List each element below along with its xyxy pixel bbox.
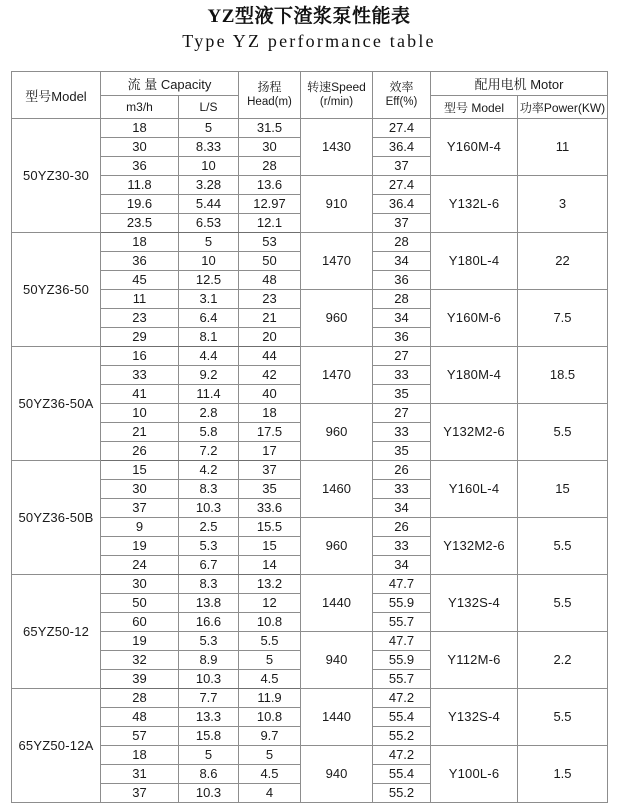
table-row (12, 119, 608, 138)
cell-head: 18 (239, 404, 301, 423)
table-row (12, 290, 608, 309)
cell-head: 23 (239, 290, 301, 309)
cell-head: 13.6 (239, 176, 301, 195)
cell-speed: 960 (301, 290, 373, 347)
table-row (12, 689, 608, 708)
header-head-line1: 扬程 (257, 80, 282, 94)
cell-head: 44 (239, 347, 301, 366)
cell-ls: 7.7 (179, 689, 239, 708)
table-row (12, 176, 608, 195)
cell-speed: 910 (301, 176, 373, 233)
cell-head: 9.7 (239, 727, 301, 746)
cell-ls: 5.44 (179, 195, 239, 214)
cell-efficiency: 27.4 (373, 176, 431, 195)
cell-ls: 9.2 (179, 366, 239, 385)
cell-m3h: 26 (101, 442, 179, 461)
cell-motor-power: 1.5 (518, 746, 608, 803)
pump-model-cell: 65YZ50-12 (12, 575, 101, 689)
cell-m3h: 11.8 (101, 176, 179, 195)
header-motor-model: 型号 Model (431, 96, 518, 119)
cell-motor-power: 5.5 (518, 575, 608, 632)
header-efficiency-line2: Eff(%) (385, 96, 418, 108)
cell-head: 20 (239, 328, 301, 347)
cell-m3h: 18 (101, 233, 179, 252)
cell-motor-power: 18.5 (518, 347, 608, 404)
cell-head: 31.5 (239, 119, 301, 138)
cell-efficiency: 33 (373, 366, 431, 385)
cell-m3h: 18 (101, 119, 179, 138)
cell-ls: 5 (179, 233, 239, 252)
cell-m3h: 39 (101, 670, 179, 689)
table-row (12, 746, 608, 765)
header-speed-line2: (r/min) (319, 96, 354, 108)
cell-head: 48 (239, 271, 301, 290)
cell-ls: 16.6 (179, 613, 239, 632)
cell-efficiency: 55.2 (373, 727, 431, 746)
cell-m3h: 37 (101, 784, 179, 803)
page-title-cn: YZ型液下渣浆泵性能表 (207, 6, 411, 27)
cell-ls: 11.4 (179, 385, 239, 404)
cell-efficiency: 34 (373, 499, 431, 518)
cell-motor-model: Y100L-6 (431, 746, 518, 803)
cell-efficiency: 28 (373, 290, 431, 309)
cell-speed: 940 (301, 746, 373, 803)
cell-efficiency: 55.2 (373, 784, 431, 803)
cell-efficiency: 47.2 (373, 689, 431, 708)
cell-ls: 8.6 (179, 765, 239, 784)
cell-efficiency: 36 (373, 271, 431, 290)
cell-m3h: 30 (101, 138, 179, 157)
header-motor: 配用电机 Motor (431, 72, 608, 96)
cell-head: 5 (239, 651, 301, 670)
cell-m3h: 33 (101, 366, 179, 385)
cell-head: 10.8 (239, 708, 301, 727)
pump-model-cell: 50YZ36-50 (12, 233, 101, 347)
cell-ls: 6.53 (179, 214, 239, 233)
cell-m3h: 29 (101, 328, 179, 347)
cell-efficiency: 34 (373, 252, 431, 271)
cell-ls: 5.8 (179, 423, 239, 442)
cell-motor-power: 3 (518, 176, 608, 233)
cell-efficiency: 37 (373, 157, 431, 176)
table-body (12, 119, 608, 803)
table-row (12, 575, 608, 594)
cell-speed: 1440 (301, 575, 373, 632)
cell-efficiency: 55.9 (373, 651, 431, 670)
cell-m3h: 19 (101, 632, 179, 651)
table-row (12, 518, 608, 537)
cell-m3h: 9 (101, 518, 179, 537)
cell-motor-power: 2.2 (518, 632, 608, 689)
header-efficiency-line1: 效率 (389, 80, 414, 94)
cell-efficiency: 55.9 (373, 594, 431, 613)
cell-motor-model: Y112M-6 (431, 632, 518, 689)
cell-ls: 4.4 (179, 347, 239, 366)
cell-head: 11.9 (239, 689, 301, 708)
cell-ls: 5.3 (179, 537, 239, 556)
cell-m3h: 32 (101, 651, 179, 670)
cell-efficiency: 26 (373, 518, 431, 537)
table-row (12, 461, 608, 480)
header-speed-line1: 转速Speed (307, 80, 366, 94)
cell-head: 50 (239, 252, 301, 271)
cell-ls: 10.3 (179, 499, 239, 518)
cell-m3h: 36 (101, 157, 179, 176)
cell-motor-model: Y160L-4 (431, 461, 518, 518)
cell-motor-power: 22 (518, 233, 608, 290)
cell-speed: 940 (301, 632, 373, 689)
cell-efficiency: 34 (373, 556, 431, 575)
cell-efficiency: 33 (373, 480, 431, 499)
cell-ls: 15.8 (179, 727, 239, 746)
pump-model-cell: 50YZ36-50B (12, 461, 101, 575)
cell-motor-power: 15 (518, 461, 608, 518)
cell-ls: 4.2 (179, 461, 239, 480)
cell-speed: 960 (301, 404, 373, 461)
cell-ls: 13.8 (179, 594, 239, 613)
cell-motor-power: 11 (518, 119, 608, 176)
cell-speed: 1440 (301, 689, 373, 746)
cell-m3h: 19.6 (101, 195, 179, 214)
cell-head: 30 (239, 138, 301, 157)
pump-model-cell: 50YZ30-30 (12, 119, 101, 233)
cell-head: 12.97 (239, 195, 301, 214)
header-efficiency (373, 72, 431, 119)
cell-motor-model: Y132S-4 (431, 575, 518, 632)
header-model: 型号Model (12, 72, 101, 119)
cell-head: 12 (239, 594, 301, 613)
table-row (12, 632, 608, 651)
cell-head: 10.8 (239, 613, 301, 632)
cell-speed: 1470 (301, 347, 373, 404)
cell-m3h: 23 (101, 309, 179, 328)
cell-m3h: 15 (101, 461, 179, 480)
cell-head: 33.6 (239, 499, 301, 518)
cell-efficiency: 36.4 (373, 138, 431, 157)
pump-model-cell: 65YZ50-12A (12, 689, 101, 803)
cell-head: 4.5 (239, 765, 301, 784)
cell-ls: 10 (179, 157, 239, 176)
cell-efficiency: 47.2 (373, 746, 431, 765)
page-title-en: Type YZ performance table (182, 31, 436, 51)
cell-m3h: 21 (101, 423, 179, 442)
cell-m3h: 10 (101, 404, 179, 423)
cell-head: 5.5 (239, 632, 301, 651)
cell-efficiency: 33 (373, 537, 431, 556)
cell-efficiency: 26 (373, 461, 431, 480)
cell-motor-power: 5.5 (518, 689, 608, 746)
cell-m3h: 30 (101, 575, 179, 594)
cell-ls: 5 (179, 746, 239, 765)
cell-m3h: 18 (101, 746, 179, 765)
cell-m3h: 23.5 (101, 214, 179, 233)
table-row (12, 347, 608, 366)
cell-motor-model: Y180L-4 (431, 233, 518, 290)
cell-motor-model: Y160M-6 (431, 290, 518, 347)
cell-ls: 10 (179, 252, 239, 271)
cell-efficiency: 34 (373, 309, 431, 328)
header-capacity-ls: L/S (179, 96, 239, 119)
cell-speed: 960 (301, 518, 373, 575)
cell-m3h: 30 (101, 480, 179, 499)
cell-speed: 1460 (301, 461, 373, 518)
cell-efficiency: 55.7 (373, 670, 431, 689)
cell-m3h: 48 (101, 708, 179, 727)
cell-m3h: 36 (101, 252, 179, 271)
cell-efficiency: 35 (373, 385, 431, 404)
cell-ls: 12.5 (179, 271, 239, 290)
cell-efficiency: 27 (373, 404, 431, 423)
cell-motor-model: Y132M2-6 (431, 518, 518, 575)
cell-head: 21 (239, 309, 301, 328)
cell-ls: 10.3 (179, 670, 239, 689)
cell-m3h: 57 (101, 727, 179, 746)
cell-ls: 10.3 (179, 784, 239, 803)
cell-ls: 3.1 (179, 290, 239, 309)
cell-ls: 2.5 (179, 518, 239, 537)
pump-model-cell: 50YZ36-50A (12, 347, 101, 461)
cell-m3h: 28 (101, 689, 179, 708)
cell-efficiency: 27 (373, 347, 431, 366)
table-header (12, 72, 608, 119)
table-row (12, 404, 608, 423)
cell-m3h: 41 (101, 385, 179, 404)
cell-ls: 7.2 (179, 442, 239, 461)
cell-motor-model: Y132S-4 (431, 689, 518, 746)
cell-efficiency: 55.4 (373, 708, 431, 727)
cell-head: 15.5 (239, 518, 301, 537)
cell-head: 37 (239, 461, 301, 480)
performance-table (11, 71, 608, 803)
cell-head: 4 (239, 784, 301, 803)
cell-efficiency: 47.7 (373, 632, 431, 651)
cell-head: 42 (239, 366, 301, 385)
cell-m3h: 50 (101, 594, 179, 613)
cell-motor-power: 5.5 (518, 518, 608, 575)
header-capacity: 流 量 Capacity (101, 72, 239, 96)
cell-motor-model: Y132L-6 (431, 176, 518, 233)
cell-ls: 5 (179, 119, 239, 138)
cell-m3h: 16 (101, 347, 179, 366)
cell-efficiency: 37 (373, 214, 431, 233)
cell-m3h: 11 (101, 290, 179, 309)
cell-ls: 6.7 (179, 556, 239, 575)
cell-efficiency: 36.4 (373, 195, 431, 214)
cell-head: 28 (239, 157, 301, 176)
performance-table-wrap (11, 71, 607, 803)
cell-head: 53 (239, 233, 301, 252)
cell-m3h: 24 (101, 556, 179, 575)
cell-ls: 6.4 (179, 309, 239, 328)
cell-efficiency: 36 (373, 328, 431, 347)
cell-head: 5 (239, 746, 301, 765)
cell-efficiency: 28 (373, 233, 431, 252)
cell-speed: 1430 (301, 119, 373, 176)
cell-speed: 1470 (301, 233, 373, 290)
cell-motor-model: Y132M2-6 (431, 404, 518, 461)
cell-head: 17 (239, 442, 301, 461)
cell-efficiency: 47.7 (373, 575, 431, 594)
cell-head: 15 (239, 537, 301, 556)
header-motor-power: 功率Power(KW) (518, 96, 608, 119)
cell-ls: 8.1 (179, 328, 239, 347)
cell-head: 14 (239, 556, 301, 575)
cell-motor-model: Y180M-4 (431, 347, 518, 404)
cell-ls: 8.3 (179, 575, 239, 594)
cell-m3h: 45 (101, 271, 179, 290)
cell-efficiency: 27.4 (373, 119, 431, 138)
cell-efficiency: 33 (373, 423, 431, 442)
cell-head: 13.2 (239, 575, 301, 594)
cell-ls: 13.3 (179, 708, 239, 727)
cell-efficiency: 35 (373, 442, 431, 461)
title-block (0, 0, 618, 54)
cell-ls: 8.9 (179, 651, 239, 670)
header-speed (301, 72, 373, 119)
cell-head: 35 (239, 480, 301, 499)
cell-head: 12.1 (239, 214, 301, 233)
cell-motor-power: 7.5 (518, 290, 608, 347)
cell-ls: 2.8 (179, 404, 239, 423)
header-head-line2: Head(m) (247, 96, 292, 108)
cell-motor-power: 5.5 (518, 404, 608, 461)
cell-m3h: 60 (101, 613, 179, 632)
cell-head: 4.5 (239, 670, 301, 689)
cell-ls: 5.3 (179, 632, 239, 651)
cell-motor-model: Y160M-4 (431, 119, 518, 176)
cell-ls: 8.3 (179, 480, 239, 499)
header-head (239, 72, 301, 119)
cell-ls: 8.33 (179, 138, 239, 157)
cell-m3h: 19 (101, 537, 179, 556)
cell-head: 40 (239, 385, 301, 404)
cell-head: 17.5 (239, 423, 301, 442)
cell-m3h: 31 (101, 765, 179, 784)
cell-efficiency: 55.4 (373, 765, 431, 784)
header-capacity-m3h: m3/h (101, 96, 179, 119)
cell-efficiency: 55.7 (373, 613, 431, 632)
cell-ls: 3.28 (179, 176, 239, 195)
cell-m3h: 37 (101, 499, 179, 518)
table-row (12, 233, 608, 252)
